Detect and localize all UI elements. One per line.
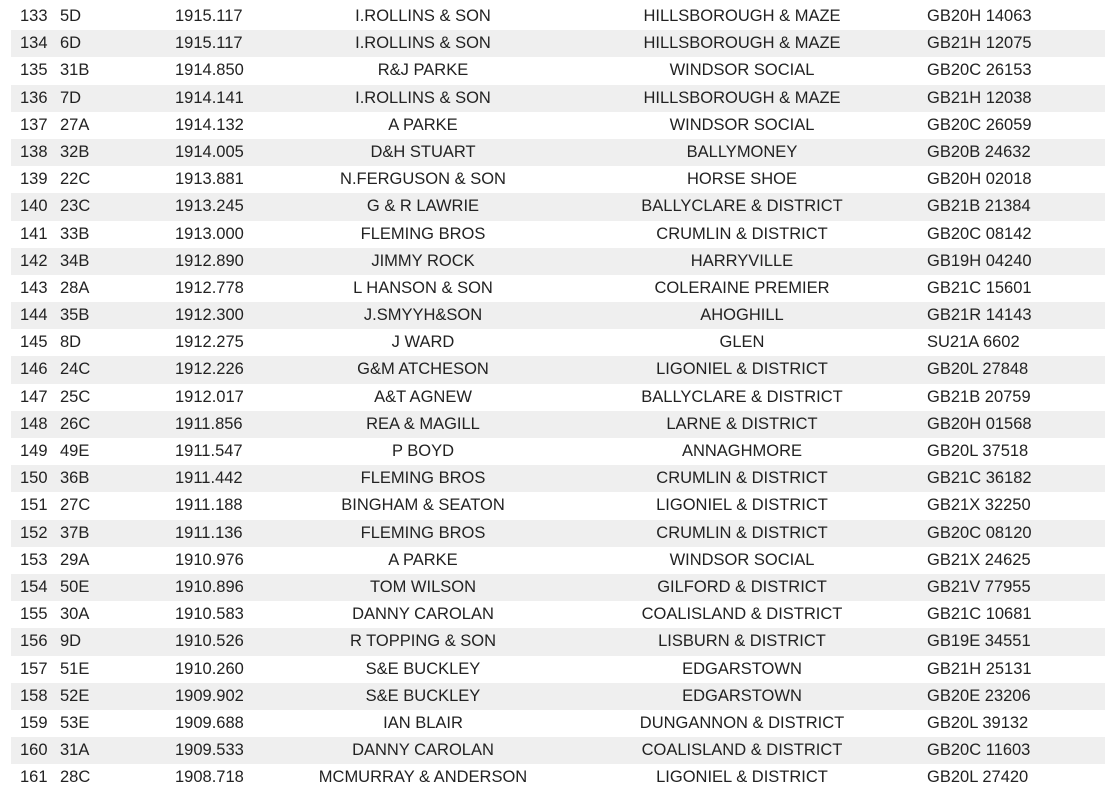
ring-number-cell: GB20C 26153 (927, 61, 1032, 80)
ring-code-cell: 53E (60, 713, 90, 732)
fancier-name-cell: L HANSON & SON (353, 278, 493, 297)
velocity-cell: 1915.117 (175, 7, 243, 25)
ring-code-cell: 31B (60, 61, 90, 80)
ring-code-cell: 52E (60, 686, 90, 705)
club-name-cell: DUNGANNON & DISTRICT (639, 713, 845, 732)
velocity-cell: 1909.533 (175, 741, 244, 760)
position-cell: 153 (20, 550, 48, 569)
velocity-cell: 1914.005 (175, 142, 244, 161)
club-name-cell: EDGARSTOWN (682, 659, 802, 678)
ring-code-cell: 7D (60, 88, 82, 107)
velocity-cell: 1910.896 (175, 577, 244, 596)
velocity-cell: 1912.300 (175, 306, 244, 325)
club-name-cell: GLEN (719, 333, 765, 352)
table-row (11, 737, 1105, 764)
ring-number-cell: GB20L 39132 (927, 713, 1029, 732)
velocity-cell: 1909.688 (175, 713, 244, 732)
velocity-cell: 1912.890 (175, 251, 244, 270)
ring-number-cell: SU21A 6602 (927, 333, 1020, 352)
position-cell: 157 (20, 659, 48, 678)
table-row (11, 710, 1105, 737)
table-row (11, 302, 1105, 329)
ring-code-cell: 35B (60, 306, 90, 325)
velocity-cell: 1915.117 (175, 34, 243, 53)
ring-code-cell: 30A (60, 605, 90, 624)
ring-code-cell: 9D (60, 632, 82, 651)
club-name-cell: WINDSOR SOCIAL (669, 61, 815, 80)
fancier-name-cell: S&E BUCKLEY (365, 659, 481, 678)
fancier-name-cell: FLEMING BROS (360, 224, 486, 243)
club-name-cell: BALLYCLARE & DISTRICT (641, 387, 843, 406)
table-row (11, 601, 1105, 628)
table-row (11, 356, 1105, 383)
table-row (11, 3, 1105, 30)
table-row (11, 683, 1105, 710)
table-row (11, 492, 1105, 519)
table-row (11, 520, 1105, 547)
club-name-cell: LISBURN & DISTRICT (658, 632, 826, 651)
position-cell: 155 (20, 605, 48, 624)
club-name-cell: ANNAGHMORE (681, 442, 803, 460)
ring-number-cell: GB19E 34551 (927, 632, 1031, 651)
club-name-cell: HORSE SHOE (686, 170, 798, 189)
fancier-name-cell: A&T AGNEW (374, 387, 472, 406)
ring-code-cell: 28C (60, 768, 91, 787)
club-name-cell: CRUMLIN & DISTRICT (656, 469, 828, 488)
ring-number-cell: GB20C 11603 (927, 741, 1031, 760)
fancier-name-cell: FLEMING BROS (360, 469, 486, 488)
table-row (11, 139, 1105, 166)
ring-number-cell: GB20C 26059 (927, 115, 1032, 134)
fancier-name-cell: R&J PARKE (377, 61, 469, 80)
table-row (11, 438, 1105, 465)
club-name-cell: HILLSBOROUGH & MAZE (643, 7, 841, 25)
ring-code-cell: 5D (60, 7, 82, 25)
position-cell: 134 (20, 34, 48, 53)
ring-code-cell: 27A (60, 115, 90, 134)
fancier-name-cell: R TOPPING & SON (349, 632, 497, 651)
ring-code-cell: 26C (60, 414, 91, 433)
fancier-name-cell: MCMURRAY & ANDERSON (318, 768, 528, 787)
ring-number-cell: GB20E 23206 (927, 686, 1031, 705)
velocity-cell: 1912.017 (175, 387, 244, 406)
table-row (11, 628, 1105, 655)
position-cell: 135 (20, 61, 48, 80)
club-name-cell: HILLSBOROUGH & MAZE (643, 34, 841, 53)
fancier-name-cell: I.ROLLINS & SON (355, 88, 491, 107)
ring-number-cell: GB21H 25131 (927, 659, 1032, 678)
club-name-cell: LIGONIEL & DISTRICT (656, 496, 828, 515)
fancier-name-cell: TOM WILSON (369, 577, 477, 596)
velocity-cell: 1909.902 (175, 686, 244, 705)
position-cell: 138 (20, 142, 48, 161)
ring-code-cell: 23C (60, 197, 91, 216)
ring-number-cell: GB20C 08120 (927, 523, 1032, 542)
ring-number-cell: GB20L 37518 (927, 442, 1029, 460)
velocity-cell: 1913.881 (175, 170, 244, 189)
ring-code-cell: 6D (60, 34, 82, 53)
club-name-cell: HILLSBOROUGH & MAZE (643, 88, 841, 107)
position-cell: 141 (20, 224, 48, 243)
velocity-cell: 1911.547 (175, 442, 243, 460)
position-cell: 160 (20, 741, 48, 760)
position-cell: 137 (20, 115, 48, 134)
fancier-name-cell: N.FERGUSON & SON (340, 170, 506, 189)
table-row (11, 166, 1105, 193)
fancier-name-cell: I.ROLLINS & SON (355, 7, 491, 25)
fancier-name-cell: I.ROLLINS & SON (355, 34, 491, 53)
club-name-cell: AHOGHILL (700, 306, 784, 325)
fancier-name-cell: DANNY CAROLAN (352, 605, 494, 624)
position-cell: 154 (20, 577, 48, 596)
ring-code-cell: 34B (60, 251, 90, 270)
ring-code-cell: 28A (60, 278, 90, 297)
ring-code-cell: 50E (60, 577, 90, 596)
ring-number-cell: GB21B 20759 (927, 387, 1031, 406)
table-row (11, 85, 1105, 112)
club-name-cell: HARRYVILLE (690, 251, 794, 270)
table-row (11, 574, 1105, 601)
velocity-cell: 1912.226 (175, 360, 244, 379)
ring-code-cell: 36B (60, 469, 90, 488)
position-cell: 161 (20, 768, 48, 787)
ring-number-cell: GB20C 08142 (927, 224, 1032, 243)
table-row (11, 193, 1105, 220)
club-name-cell: LARNE & DISTRICT (666, 414, 818, 433)
velocity-cell: 1910.583 (175, 605, 244, 624)
velocity-cell: 1912.275 (175, 333, 244, 352)
ring-code-cell: 25C (60, 387, 91, 406)
velocity-cell: 1908.718 (175, 768, 244, 787)
position-cell: 151 (20, 496, 48, 515)
ring-code-cell: 24C (60, 360, 91, 379)
club-name-cell: CRUMLIN & DISTRICT (656, 224, 828, 243)
ring-code-cell: 8D (60, 333, 82, 352)
ring-number-cell: GB21X 24625 (927, 550, 1031, 569)
ring-number-cell: GB20H 01568 (927, 414, 1032, 433)
table-row (11, 411, 1105, 438)
ring-number-cell: GB21H 12075 (927, 34, 1032, 53)
position-cell: 145 (20, 333, 48, 352)
velocity-cell: 1914.141 (175, 88, 244, 107)
velocity-cell: 1913.245 (175, 197, 244, 216)
club-name-cell: LIGONIEL & DISTRICT (656, 360, 828, 379)
position-cell: 150 (20, 469, 48, 488)
ring-number-cell: GB21C 36182 (927, 469, 1032, 488)
position-cell: 139 (20, 170, 48, 189)
velocity-cell: 1911.442 (175, 469, 243, 488)
table-row (11, 329, 1105, 356)
ring-code-cell: 31A (60, 741, 90, 760)
position-cell: 152 (20, 523, 48, 542)
position-cell: 136 (20, 88, 48, 107)
velocity-cell: 1914.132 (175, 115, 244, 134)
club-name-cell: COALISLAND & DISTRICT (641, 741, 843, 760)
position-cell: 144 (20, 306, 48, 325)
position-cell: 140 (20, 197, 48, 216)
club-name-cell: EDGARSTOWN (682, 686, 802, 705)
fancier-name-cell: J.SMYYH&SON (363, 306, 483, 325)
club-name-cell: COLERAINE PREMIER (654, 278, 830, 297)
position-cell: 149 (20, 442, 48, 460)
fancier-name-cell: A PARKE (388, 550, 458, 569)
fancier-name-cell: JIMMY ROCK (371, 251, 475, 270)
position-cell: 148 (20, 414, 48, 433)
position-cell: 142 (20, 251, 48, 270)
club-name-cell: BALLYCLARE & DISTRICT (641, 197, 843, 216)
ring-code-cell: 51E (60, 659, 90, 678)
fancier-name-cell: BINGHAM & SEATON (341, 496, 505, 515)
ring-number-cell: GB21R 14143 (927, 306, 1032, 325)
position-cell: 146 (20, 360, 48, 379)
fancier-name-cell: D&H STUART (370, 142, 476, 161)
velocity-cell: 1911.856 (175, 414, 243, 433)
velocity-cell: 1911.188 (175, 496, 243, 515)
ring-number-cell: GB20L 27420 (927, 768, 1029, 787)
ring-number-cell: GB20L 27848 (927, 360, 1029, 379)
club-name-cell: WINDSOR SOCIAL (669, 115, 815, 134)
fancier-name-cell: J WARD (391, 333, 455, 352)
velocity-cell: 1910.526 (175, 632, 244, 651)
fancier-name-cell: G & R LAWRIE (366, 197, 480, 216)
table-row (11, 57, 1105, 84)
table-row (11, 656, 1105, 683)
velocity-cell: 1912.778 (175, 278, 244, 297)
ring-number-cell: GB20B 24632 (927, 142, 1031, 161)
ring-code-cell: 32B (60, 142, 90, 161)
ring-number-cell: GB21H 12038 (927, 88, 1032, 107)
club-name-cell: LIGONIEL & DISTRICT (656, 768, 828, 787)
fancier-name-cell: P BOYD (391, 442, 455, 460)
ring-number-cell: GB21X 32250 (927, 496, 1031, 515)
table-row (11, 275, 1105, 302)
position-cell: 156 (20, 632, 48, 651)
table-row (11, 221, 1105, 248)
club-name-cell: WINDSOR SOCIAL (669, 550, 815, 569)
club-name-cell: COALISLAND & DISTRICT (641, 605, 843, 624)
ring-code-cell: 37B (60, 523, 90, 542)
ring-number-cell: GB20H 14063 (927, 7, 1032, 25)
ring-number-cell: GB21C 15601 (927, 278, 1032, 297)
ring-code-cell: 33B (60, 224, 90, 243)
position-cell: 147 (20, 387, 48, 406)
position-cell: 133 (20, 7, 48, 25)
fancier-name-cell: IAN BLAIR (383, 713, 463, 732)
fancier-name-cell: A PARKE (388, 115, 458, 134)
table-row (11, 30, 1105, 57)
table-row (11, 384, 1105, 411)
velocity-cell: 1911.136 (175, 523, 243, 542)
position-cell: 143 (20, 278, 48, 297)
position-cell: 159 (20, 713, 48, 732)
table-row (11, 465, 1105, 492)
fancier-name-cell: FLEMING BROS (360, 523, 486, 542)
velocity-cell: 1910.260 (175, 659, 244, 678)
velocity-cell: 1914.850 (175, 61, 244, 80)
ring-number-cell: GB21V 77955 (927, 577, 1031, 596)
club-name-cell: BALLYMONEY (686, 142, 798, 161)
fancier-name-cell: DANNY CAROLAN (352, 741, 494, 760)
ring-number-cell: GB21C 10681 (927, 605, 1032, 624)
ring-number-cell: GB20H 02018 (927, 170, 1032, 189)
ring-code-cell: 27C (60, 496, 91, 515)
ring-code-cell: 49E (60, 442, 90, 460)
position-cell: 158 (20, 686, 48, 705)
fancier-name-cell: G&M ATCHESON (357, 360, 489, 379)
velocity-cell: 1913.000 (175, 224, 244, 243)
table-row (11, 764, 1105, 791)
velocity-cell: 1910.976 (175, 550, 244, 569)
ring-code-cell: 22C (60, 170, 91, 189)
table-row (11, 248, 1105, 275)
fancier-name-cell: S&E BUCKLEY (365, 686, 481, 705)
table-row (11, 112, 1105, 139)
ring-code-cell: 29A (60, 550, 90, 569)
table-row (11, 547, 1105, 574)
club-name-cell: CRUMLIN & DISTRICT (656, 523, 828, 542)
results-table (11, 3, 1105, 791)
club-name-cell: GILFORD & DISTRICT (657, 577, 827, 596)
fancier-name-cell: REA & MAGILL (366, 414, 480, 433)
ring-number-cell: GB21B 21384 (927, 197, 1031, 216)
ring-number-cell: GB19H 04240 (927, 251, 1032, 270)
